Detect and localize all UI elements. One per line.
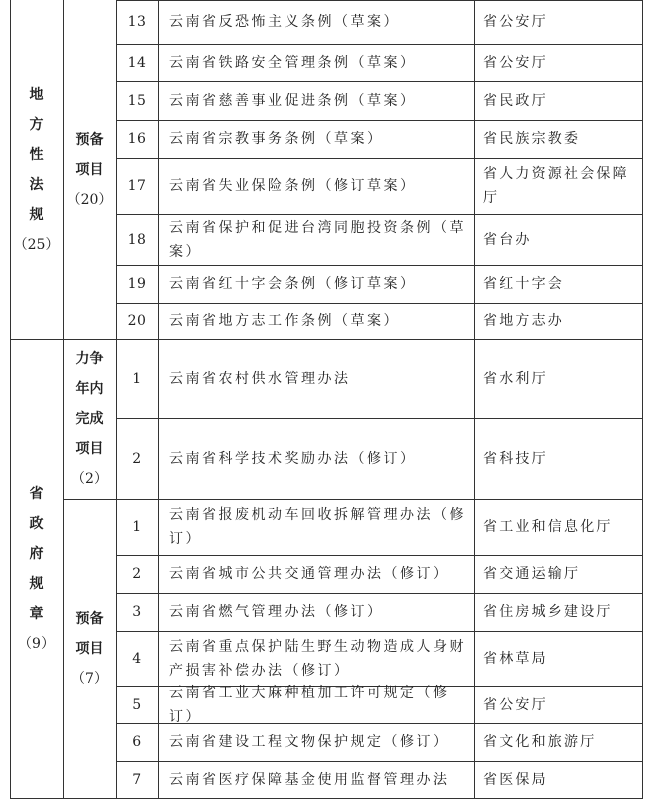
group-label-line: 项目	[75, 441, 104, 457]
responsible-department: 省水利厅	[483, 370, 548, 387]
responsible-department: 省公安厅	[483, 14, 548, 30]
regulation-name: 云南省红十字会条例（修订草案）	[169, 276, 417, 292]
responsible-department: 省林草局	[483, 650, 548, 667]
group-label-line: 完成	[75, 411, 104, 427]
row-number: 19	[127, 276, 147, 292]
regulation-name: 云南省建设工程文物保护规定（修订）	[169, 734, 450, 750]
category-label-line: 规	[29, 206, 44, 223]
category-label-line: 政	[29, 516, 44, 532]
regulation-name: 云南省医疗保障基金使用监督管理办法	[169, 772, 450, 788]
regulation-name: 云南省燃气管理办法（修订）	[169, 604, 384, 620]
group-cell	[63, 499, 116, 799]
responsible-department: 省台办	[483, 231, 532, 248]
responsible-department: 省公安厅	[483, 696, 548, 713]
row-number: 6	[132, 734, 142, 750]
responsible-department: 省民族宗教委	[483, 131, 581, 147]
responsible-department: 省红十字会	[483, 276, 564, 292]
category-label-line: 性	[29, 146, 44, 163]
row-number: 20	[127, 313, 147, 329]
row-number: 15	[127, 92, 147, 109]
group-label-line: 力争	[75, 351, 104, 367]
row-number: 3	[132, 604, 142, 620]
regulation-name: 云南省失业保险条例（修订草案）	[169, 178, 417, 194]
group-label-line: （7）	[71, 671, 108, 687]
category-label-line: 章	[29, 606, 44, 622]
row-number: 2	[132, 450, 142, 467]
regulation-name: 云南省铁路安全管理条例（草案）	[169, 54, 417, 71]
group-label-line: 项目	[75, 161, 104, 178]
responsible-department: 省文化和旅游厅	[483, 734, 597, 750]
group-label-line: （2）	[71, 471, 108, 487]
regulation-name: 云南省宗教事务条例（草案）	[169, 131, 384, 147]
category-label-line: 法	[29, 176, 44, 193]
responsible-department: 省工业和信息化厅	[483, 519, 613, 535]
row-number: 18	[127, 231, 147, 248]
regulation-name: 云南省重点保护陆生野生动物造成人身财产损害补偿办法（修订）	[169, 638, 466, 679]
regulation-name: 云南省报废机动车回收拆解管理办法（修订）	[169, 507, 466, 547]
regulation-name: 云南省农村供水管理办法	[169, 370, 351, 387]
responsible-department: 省住房城乡建设厅	[483, 604, 613, 620]
category-label-line: 方	[29, 116, 44, 133]
category-label-line: 规	[29, 576, 44, 592]
regulation-name: 云南省反恐怖主义条例（草案）	[169, 14, 400, 30]
responsible-department: 省交通运输厅	[483, 566, 581, 582]
responsible-department: 省人力资源社会保障厅	[483, 166, 629, 206]
group-label-line: （20）	[66, 191, 113, 208]
row-number: 17	[127, 178, 147, 194]
responsible-department: 省公安厅	[483, 54, 548, 71]
regulation-name: 云南省保护和促进台湾同胞投资条例（草案）	[169, 219, 466, 260]
responsible-department: 省民政厅	[483, 92, 548, 109]
group-label-line: 预备	[75, 131, 104, 148]
category-cell	[10, 339, 63, 799]
regulation-name: 云南省科学技术奖励办法（修订）	[169, 450, 417, 467]
group-cell	[63, 0, 116, 339]
row-number: 7	[132, 772, 142, 788]
row-number: 14	[127, 54, 147, 71]
responsible-department: 省医保局	[483, 772, 548, 788]
row-number: 2	[132, 566, 142, 582]
legislation-plan-table	[10, 0, 643, 799]
group-label-line: 预备	[75, 611, 104, 627]
row-number: 13	[127, 14, 147, 30]
row-number: 5	[132, 696, 142, 713]
row-number: 1	[132, 519, 142, 535]
category-label-line: 省	[29, 486, 44, 502]
group-label-line: 年内	[75, 381, 104, 397]
category-label-line: 府	[29, 546, 44, 562]
row-number: 16	[127, 131, 147, 147]
regulation-name: 云南省城市公共交通管理办法（修订）	[169, 566, 450, 582]
group-cell	[63, 339, 116, 499]
category-cell	[10, 0, 63, 339]
regulation-name: 云南省慈善事业促进条例（草案）	[169, 92, 417, 109]
row-number: 1	[132, 370, 142, 387]
category-label-line: （9）	[18, 636, 55, 652]
regulation-name: 云南省地方志工作条例（草案）	[169, 313, 400, 329]
category-label-line: （25）	[13, 236, 60, 253]
group-label-line: 项目	[75, 641, 104, 657]
row-number: 4	[132, 650, 142, 667]
category-label-line: 地	[29, 86, 44, 103]
responsible-department: 省科技厅	[483, 450, 548, 467]
responsible-department: 省地方志办	[483, 313, 564, 329]
regulation-name: 云南省工业大麻种植加工许可规定（修订）	[169, 684, 450, 725]
